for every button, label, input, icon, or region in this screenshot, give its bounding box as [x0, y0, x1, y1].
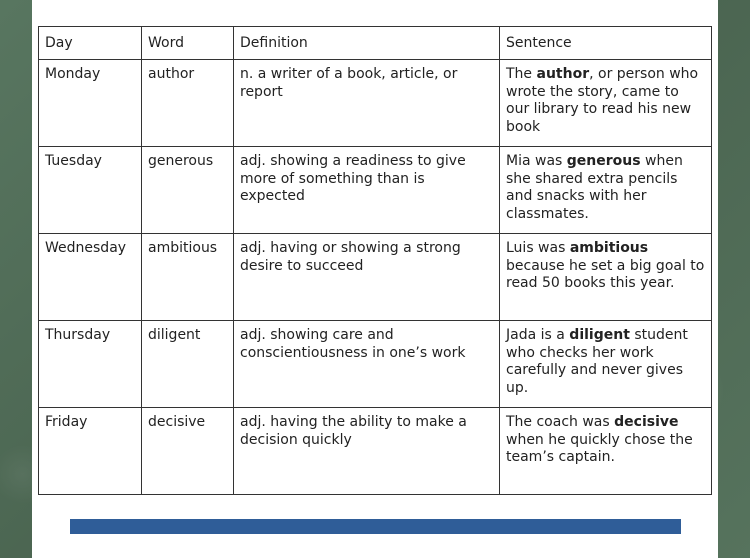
day-cell: Wednesday — [39, 234, 142, 321]
sentence-start: The — [506, 66, 537, 82]
day-cell: Friday — [39, 408, 142, 495]
sentence-end: because he set a big goal to read 50 books this year. — [506, 257, 705, 291]
word-cell: author — [142, 60, 234, 147]
sentence-cell — [500, 408, 712, 495]
sentence-cell — [500, 147, 712, 234]
decorative-blue-bar — [70, 519, 681, 534]
table-header-row — [39, 27, 712, 60]
day-cell: Monday — [39, 60, 142, 147]
table-row — [39, 408, 712, 495]
sentence-vocab-word: ambitious — [569, 240, 649, 256]
sentence-start: Mia was — [506, 153, 567, 169]
sentence-end: when she shared extra pencils and snacks with her classmates. — [506, 153, 683, 222]
day-cell: Thursday — [39, 321, 142, 408]
table-row — [39, 147, 712, 234]
sentence-end: when he quickly chose the team’s captain. — [506, 431, 693, 465]
header-word: Word — [142, 27, 234, 60]
sentence-vocab-word: generous — [566, 153, 641, 169]
sentence-cell — [500, 234, 712, 321]
vocabulary-table — [38, 26, 712, 495]
sentence-start: Jada is a — [506, 327, 570, 343]
table-row — [39, 321, 712, 408]
header-sentence: Sentence — [500, 27, 712, 60]
word-cell: diligent — [142, 321, 234, 408]
sentence-vocab-word: author — [536, 66, 590, 82]
sentence-end: student who checks her work carefully and never gives up. — [506, 327, 688, 396]
sentence-vocab-word: diligent — [569, 327, 630, 343]
word-cell: ambitious — [142, 234, 234, 321]
sentence-end: , or person who wrote the story, came to our library to read his new book — [506, 66, 699, 135]
worksheet-page — [32, 0, 718, 558]
sentence-vocab-word: decisive — [614, 414, 679, 430]
table-row — [39, 60, 712, 147]
definition-cell: adj. showing care and conscientiousness in one’s work — [234, 321, 500, 408]
day-cell: Tuesday — [39, 147, 142, 234]
definition-cell: n. a writer of a book, article, or report — [234, 60, 500, 147]
sentence-cell — [500, 321, 712, 408]
header-definition: Definition — [234, 27, 500, 60]
word-cell: generous — [142, 147, 234, 234]
sentence-start: The coach was — [506, 414, 615, 430]
definition-cell: adj. having or showing a strong desire to succeed — [234, 234, 500, 321]
word-cell: decisive — [142, 408, 234, 495]
sentence-start: Luis was — [506, 240, 570, 256]
table-row — [39, 234, 712, 321]
definition-cell: adj. showing a readiness to give more of something than is expected — [234, 147, 500, 234]
definition-cell: adj. having the ability to make a decision quickly — [234, 408, 500, 495]
header-day: Day — [39, 27, 142, 60]
sentence-cell — [500, 60, 712, 147]
